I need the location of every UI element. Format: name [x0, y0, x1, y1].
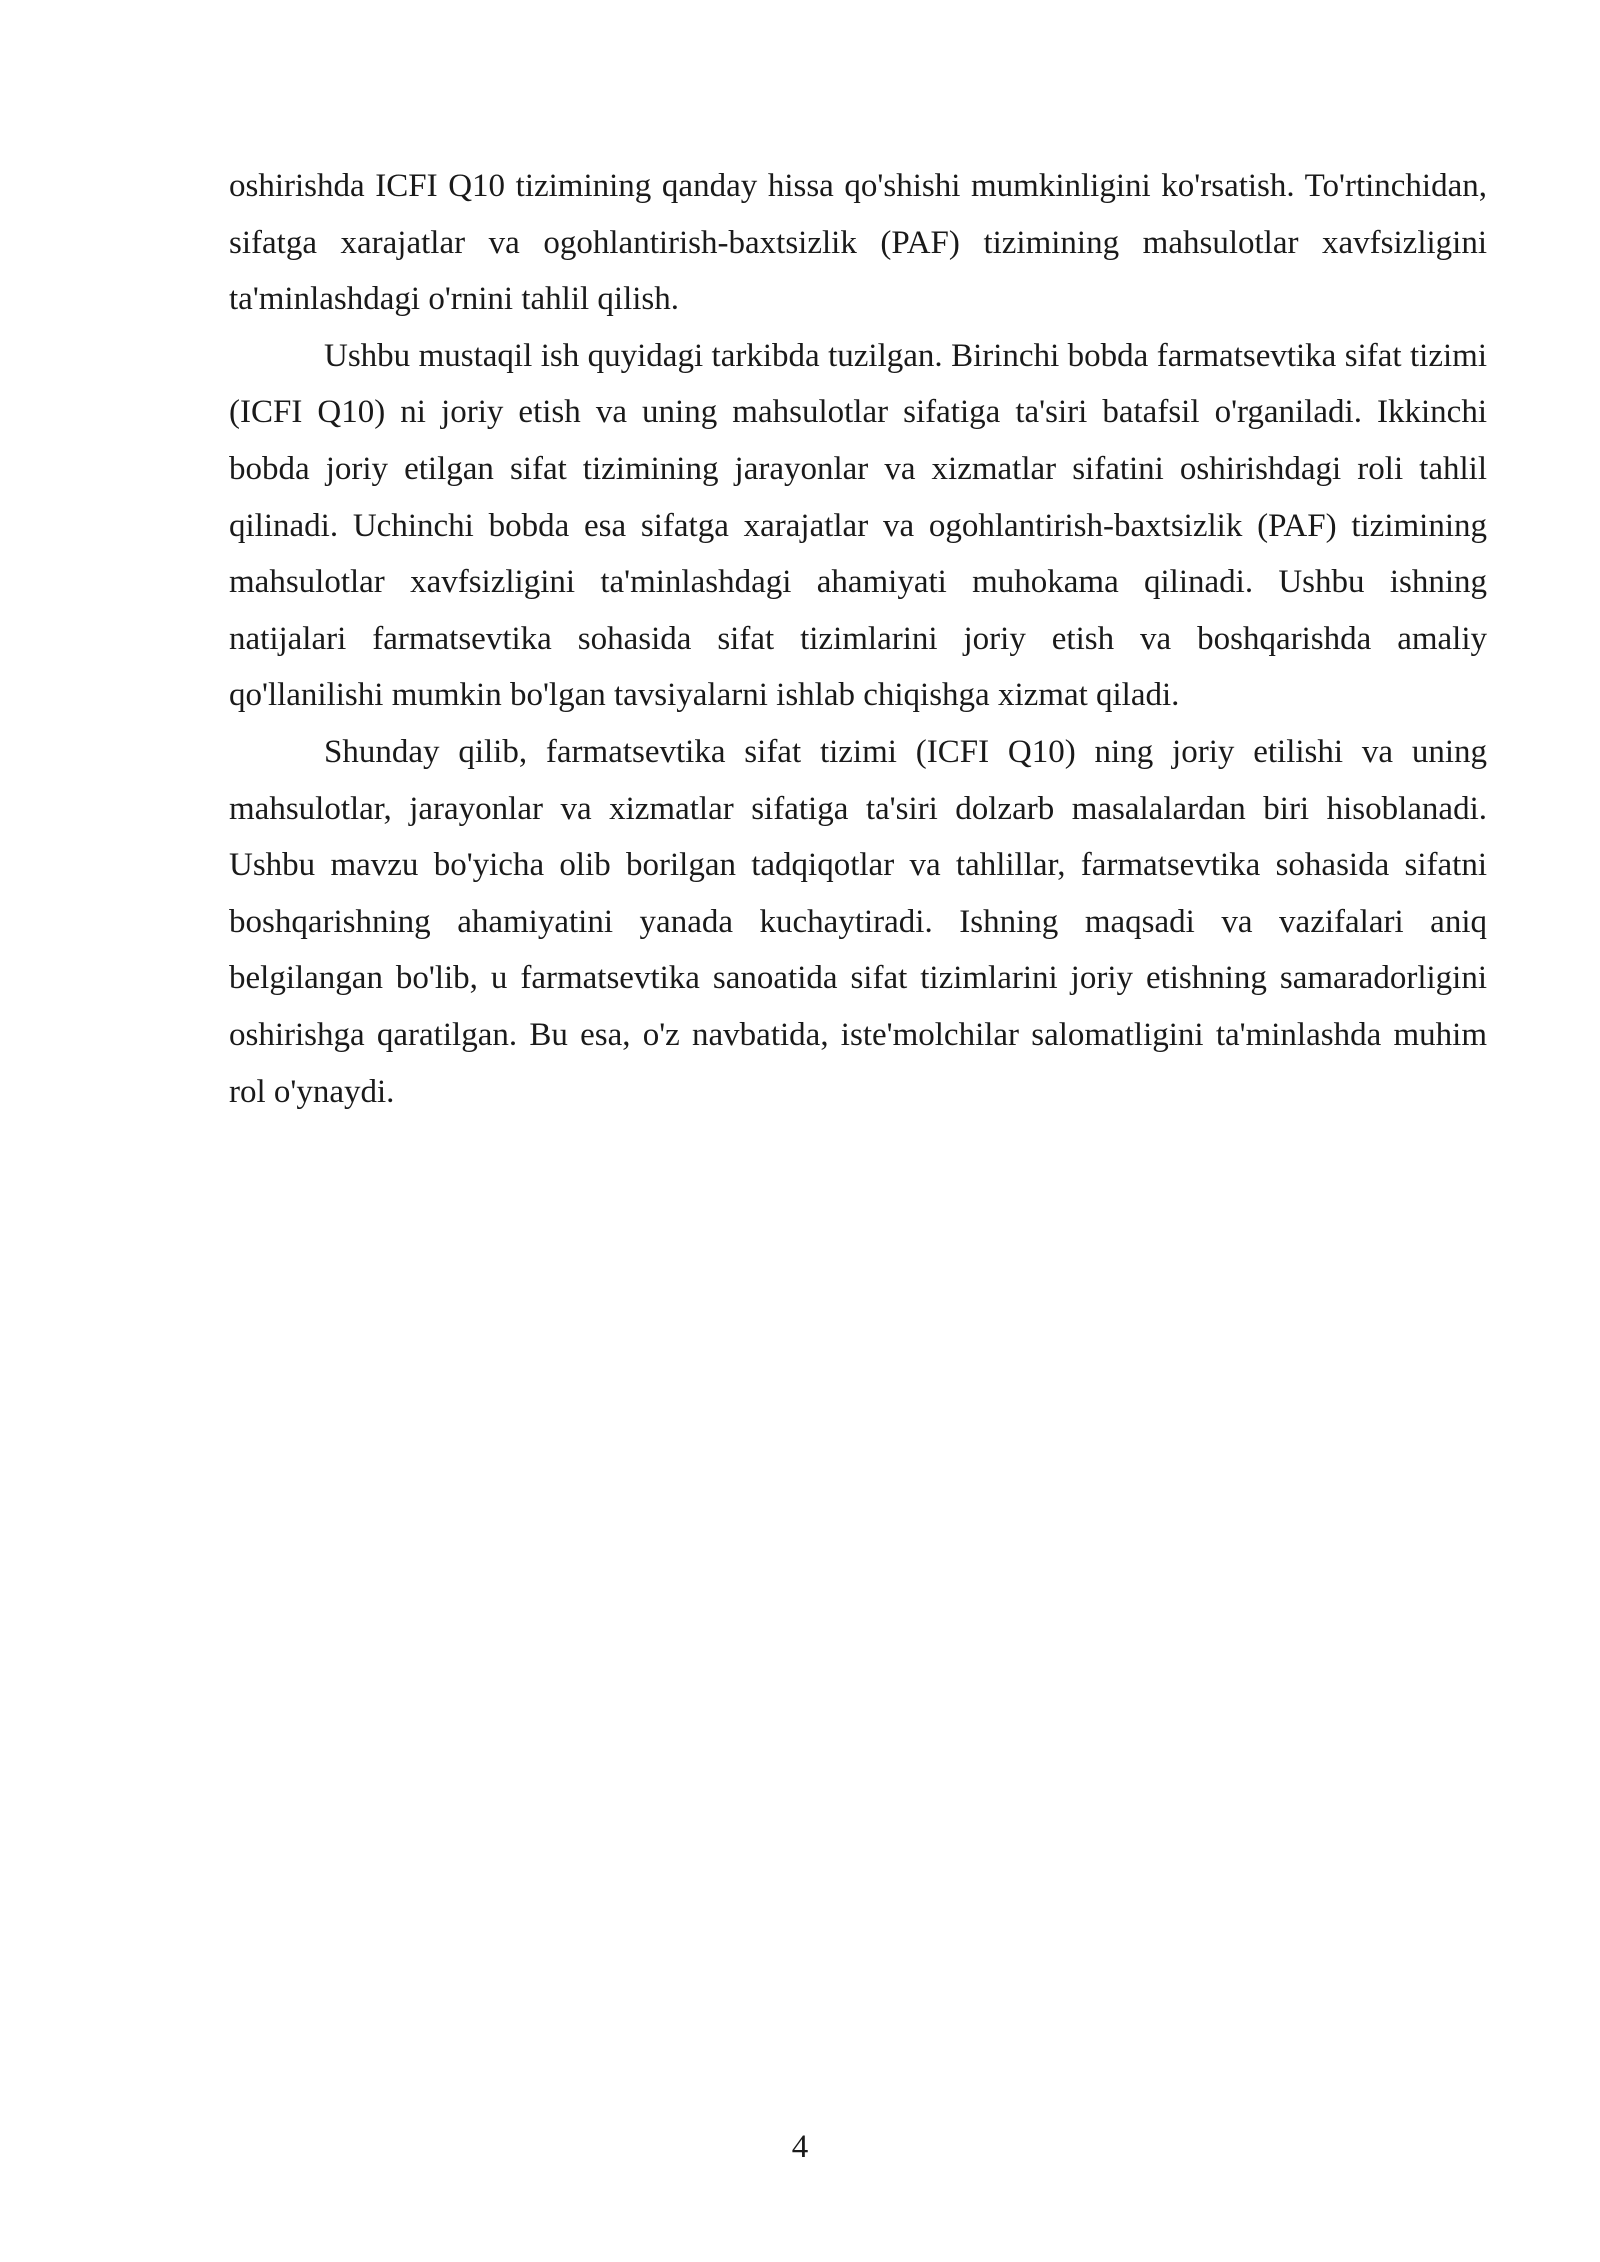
- paragraph-conclusion: Shunday qilib, farmatsevtika sifat tizimi (ICFI Q10) ning joriy etilishi va uning mahsulotlar, jarayonlar va xizmatlar sifatiga ta'siri dolzarb masalalardan biri hisoblanadi. Ushbu mavzu bo'yicha olib borilgan tadqiqotlar va tahlillar, farmatsevtika sohasida sifatni boshqarishning ahamiyatini yanada kuchaytiradi. Ishning maqsadi va vazifalari aniq belgilangan bo'lib, u farmatsevtika sanoatida sifat tizimlarini joriy etishning samaradorligini oshirishga qaratilgan. Bu esa, o'z navbatida, iste'molchilar salomatligini ta'minlashda muhim rol o'ynaydi.: [229, 733, 1487, 1110]
- page-body: [229, 158, 1487, 1120]
- paragraph-structure: Ushbu mustaqil ish quyidagi tarkibda tuzilgan. Birinchi bobda farmatsevtika sifat tizimi (ICFI Q10) ni joriy etish va uning mahsulotlar sifatiga ta'siri batafsil o'rganiladi. Ikkinchi bobda joriy etilgan sifat tizimining jarayonlar va xizmatlar sifatini oshirishdagi roli tahlil qilinadi. Uchinchi bobda esa sifatga xarajatlar va ogohlantirish-baxtsizlik (PAF) tizimining mahsulotlar xavfsizligini ta'minlashdagi ahamiyati muhokama qilinadi. Ushbu ishning natijalari farmatsevtika sohasida sifat tizimlarini joriy etish va boshqarishda amaliy qo'llanilishi mumkin bo'lgan tavsiyalarni ishlab chiqishga xizmat qiladi.: [229, 337, 1487, 714]
- paragraph-intro-continuation: oshirishda ICFI Q10 tizimining qanday hissa qo'shishi mumkinligini ko'rsatish. To'rtinchidan, sifatga xarajatlar va ogohlantirish-baxtsizlik (PAF) tizimining mahsulotlar xavfsizligini ta'minlashdagi o'rnini tahlil qilish.: [229, 168, 1487, 318]
- page-number: 4: [791, 2129, 809, 2165]
